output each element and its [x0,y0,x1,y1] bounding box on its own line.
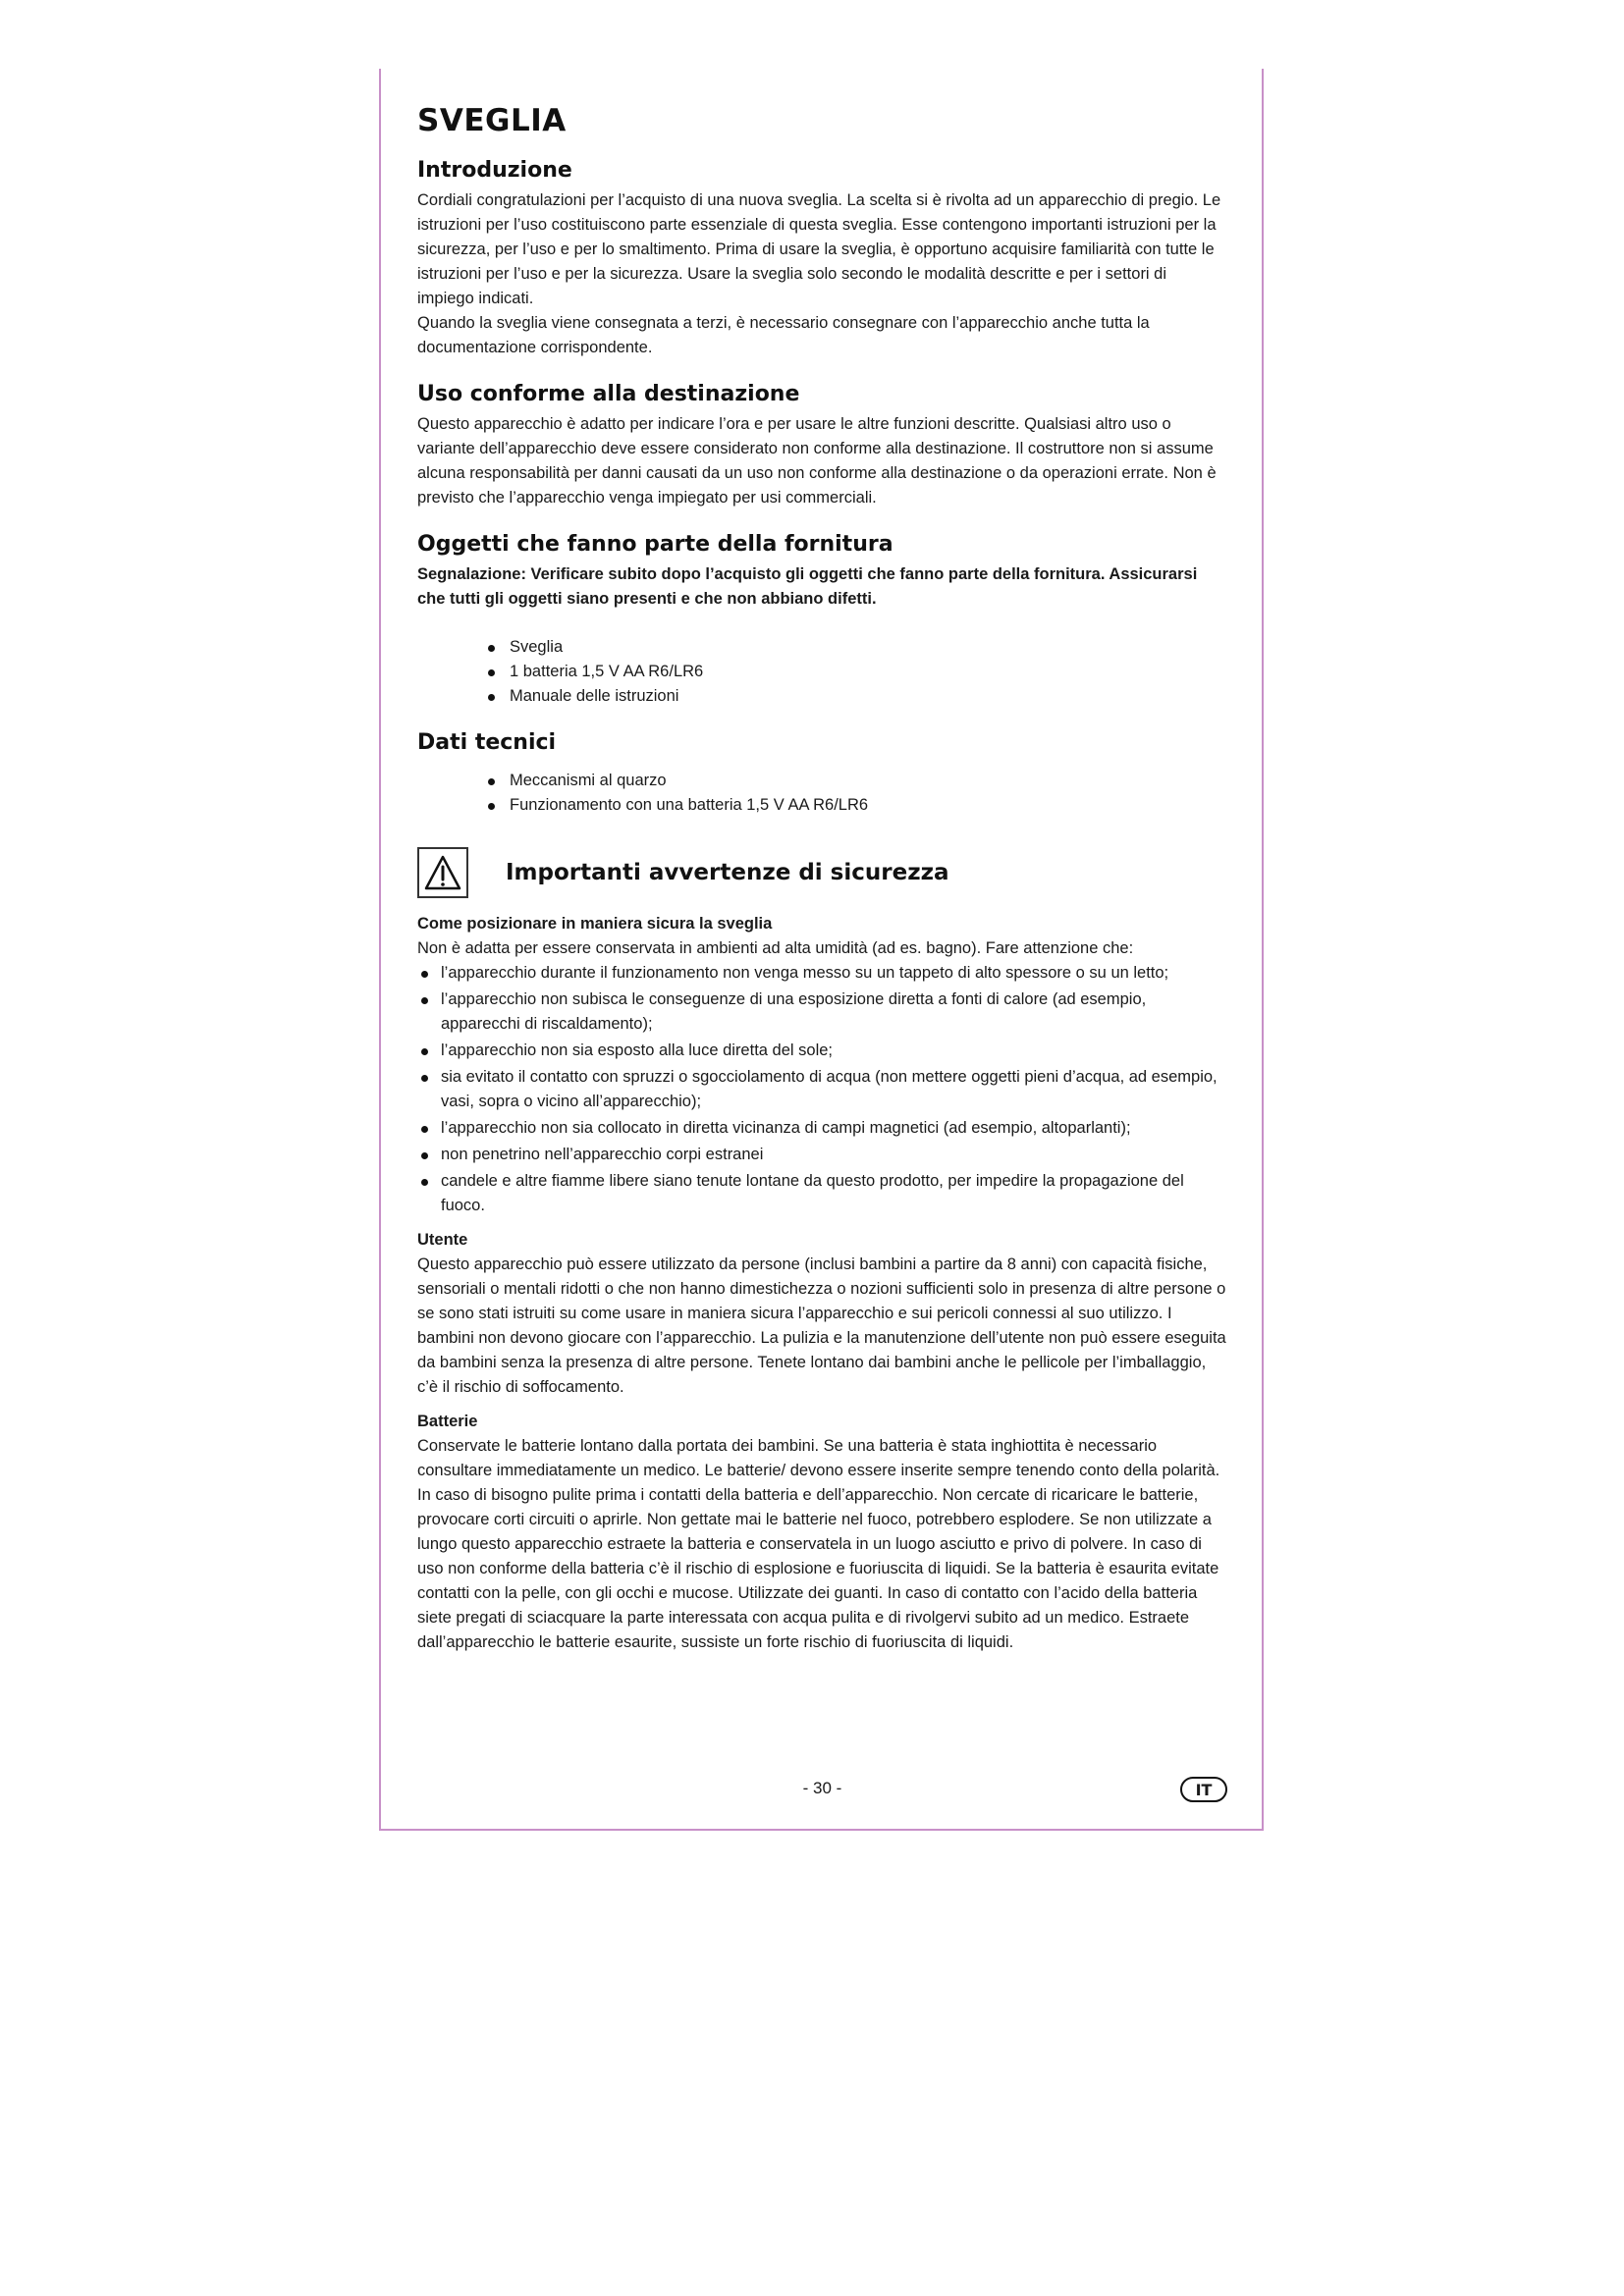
paragraph: Questo apparecchio è adatto per indicare l’ora e per usare le altre funzioni descritte. Qualsiasi altro uso o variante dell’apparecchio deve essere considerato non conforme alla destinazione. Il costruttore non si assume alcuna responsabilità per danni causati da un uso non conforme alla destinazione o da operazioni errate. Non è previsto che l’apparecchio venga impiegato per usi commerciali. [417,415,1217,507]
list-item: Meccanismi al quarzo [486,769,1227,793]
page-title: SVEGLIA [417,103,567,138]
section-heading: Uso conforme alla destinazione [417,382,800,406]
list-item: non penetrino nell’apparecchio corpi estranei [417,1143,1227,1167]
paragraph: Cordiali congratulazioni per l’acquisto di una nuova sveglia. La scelta si è rivolta ad un apparecchio di pregio. Le istruzioni per l’uso costituiscono parte essenziale di questa sveglia. Esse contengono importanti istruzioni per la sicurezza, per l’uso e per lo smaltimento. Prima di usare la sveglia, è opportuno acquisire familiarità con tutte le istruzioni per l’uso e per la sicurezza. Usare la sveglia solo secondo le modalità descritte e per i settori di impiego indicati. [417,191,1221,307]
list-item: l’apparecchio non sia esposto alla luce diretta del sole; [417,1039,1227,1063]
subheading: Batterie [417,1413,478,1430]
supply-note: Segnalazione: Verificare subito dopo l’acquisto gli oggetti che fanno parte della fornitura. Assicurarsi che tutti gli oggetti siano presenti e che non abbiano difetti. [417,565,1198,608]
document-body [417,103,1227,1677]
list-item: Sveglia [486,635,1227,660]
list-item: 1 batteria 1,5 V AA R6/LR6 [486,660,1227,684]
section-supply [417,532,1227,709]
list-item: candele e altre fiamme libere siano tenute lontane da questo prodotto, per impedire la propagazione del fuoco. [417,1169,1227,1218]
language-badge: IT [1180,1777,1227,1802]
paragraph: Non è adatta per essere conservata in ambienti ad alta umidità (ad es. bagno). Fare attenzione che: [417,939,1134,957]
subheading: Come posizionare in maniera sicura la sveglia [417,915,773,933]
section-intended-use [417,382,1227,510]
list-item: sia evitato il contatto con spruzzi o sgocciolamento di acqua (non mettere oggetti pieni d’acqua, ad esempio, vasi, sopra o vicino all’apparecchio); [417,1065,1227,1114]
safety-heading-row [417,847,1227,898]
placement-list [417,961,1227,1218]
list-item: Manuale delle istruzioni [486,684,1227,709]
tech-list [486,769,1227,818]
subheading: Utente [417,1231,468,1249]
section-introduction [417,158,1227,360]
list-item: l’apparecchio durante il funzionamento non venga messo su un tappeto di alto spessore o su un letto; [417,961,1227,986]
page-number: - 30 - [802,1779,842,1797]
paragraph: Quando la sveglia viene consegnata a terzi, è necessario consegnare con l’apparecchio anche tutta la documentazione corrispondente. [417,314,1150,356]
section-heading: Introduzione [417,158,572,183]
list-item: l’apparecchio non subisca le conseguenze di una esposizione diretta a fonti di calore (ad esempio, apparecchi di riscaldamento); [417,988,1227,1037]
page-footer [417,1775,1227,1808]
section-heading: Dati tecnici [417,730,557,755]
section-heading: Importanti avvertenze di sicurezza [506,860,949,885]
supply-list [486,635,1227,709]
list-item: Funzionamento con una batteria 1,5 V AA R6/LR6 [486,793,1227,818]
paragraph: Questo apparecchio può essere utilizzato da persone (inclusi bambini a partire da 8 anni) con capacità fisiche, sensoriali o mentali ridotti o che non hanno dimestichezza o nozioni sufficienti solo in presenza di altre persone o se sono stati istruiti su come usare in maniera sicura l’apparecchio e sui pericoli connessi al suo utilizzo. I bambini non devono giocare con l’apparecchio. La pulizia e la manutenzione dell’utente non può essere eseguita da bambini senza la presenza di altre persone. Tenete lontano dai bambini anche le pellicole per l’imballaggio, c’è il rischio di soffocamento. [417,1255,1226,1396]
paragraph: Conservate le batterie lontano dalla portata dei bambini. Se una batteria è stata inghiottita è necessario consultare immediatamente un medico. Le batterie/ devono essere inserite sempre tenendo conto della polarità. In caso di bisogno pulite prima i contatti della batteria e dell’apparecchio. Non cercate di ricaricare le batterie, provocare corti circuiti o aprirle. Non gettate mai le batterie nel fuoco, potrebbero esplodere. Se non utilizzate a lungo questo apparecchio estraete la batteria e conservatela in un luogo asciutto e privo di polvere. In caso di uso non conforme della batteria c’è il rischio di esplosione e fuoriuscita di liquidi. Se la batteria è esaurita evitate contatti con la pelle, con gli occhi e mucose. Utilizzate dei guanti. In caso di contatto con l’acido della batteria siete pregati di sciacquare la parte interessata con acqua pulita e di rivolgervi subito ad un medico. Estraete dall’apparecchio le batterie esaurite, sussiste un forte rischio di fuoriuscita di liquidi. [417,1437,1220,1651]
list-item: l’apparecchio non sia collocato in diretta vicinanza di campi magnetici (ad esempio, altoparlanti); [417,1116,1227,1141]
section-technical-data [417,730,1227,818]
warning-triangle-icon [417,847,468,898]
section-safety [417,847,1227,1655]
section-heading: Oggetti che fanno parte della fornitura [417,532,893,557]
